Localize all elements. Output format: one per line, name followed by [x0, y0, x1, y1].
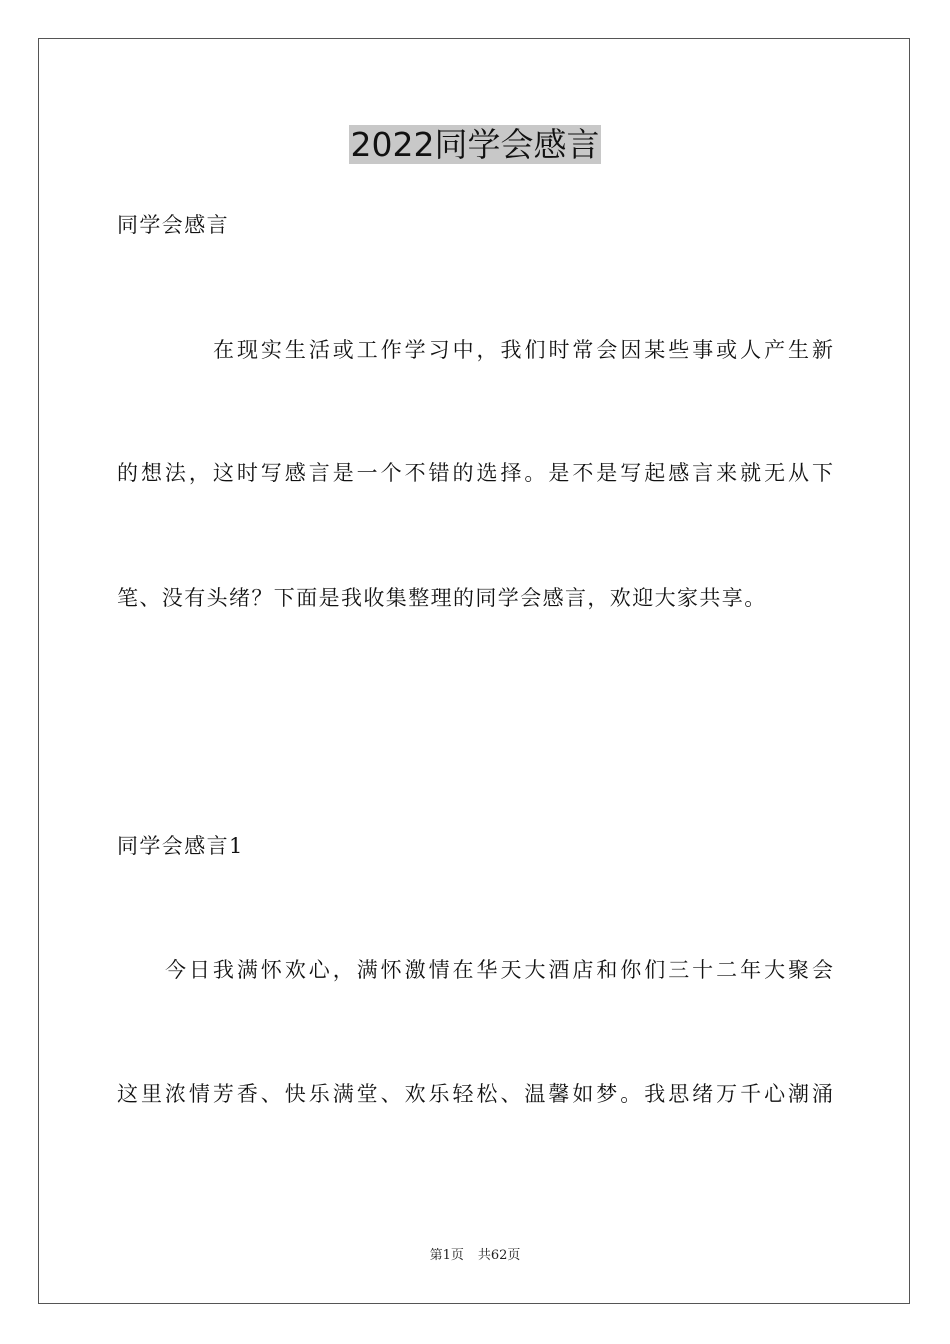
- intro-paragraph-line-2: 的想法，这时写感言是一个不错的选择。是不是写起感言来就无从下: [117, 461, 833, 485]
- section-1-paragraph-line-2: 这里浓情芳香、快乐满堂、欢乐轻松、温馨如梦。我思绪万千心潮涌: [117, 1082, 833, 1106]
- page-number-current: 第1页: [429, 1248, 464, 1263]
- intro-paragraph-line-1: 在现实生活或工作学习中，我们时常会因某些事或人产生新: [213, 338, 833, 362]
- page-number-total: 共62页: [477, 1248, 521, 1263]
- page-footer: [0, 1247, 950, 1265]
- section-1-paragraph-line-1: 今日我满怀欢心，满怀激情在华天大酒店和你们三十二年大聚会: [165, 958, 833, 982]
- section-1-heading: 同学会感言1: [117, 834, 244, 858]
- intro-paragraph-line-3: 笔、没有头绪？下面是我收集整理的同学会感言，欢迎大家共享。: [117, 586, 767, 610]
- document-title: [0, 124, 950, 166]
- document-title-text: 2022同学会感言: [350, 125, 600, 164]
- intro-heading: 同学会感言: [117, 213, 229, 237]
